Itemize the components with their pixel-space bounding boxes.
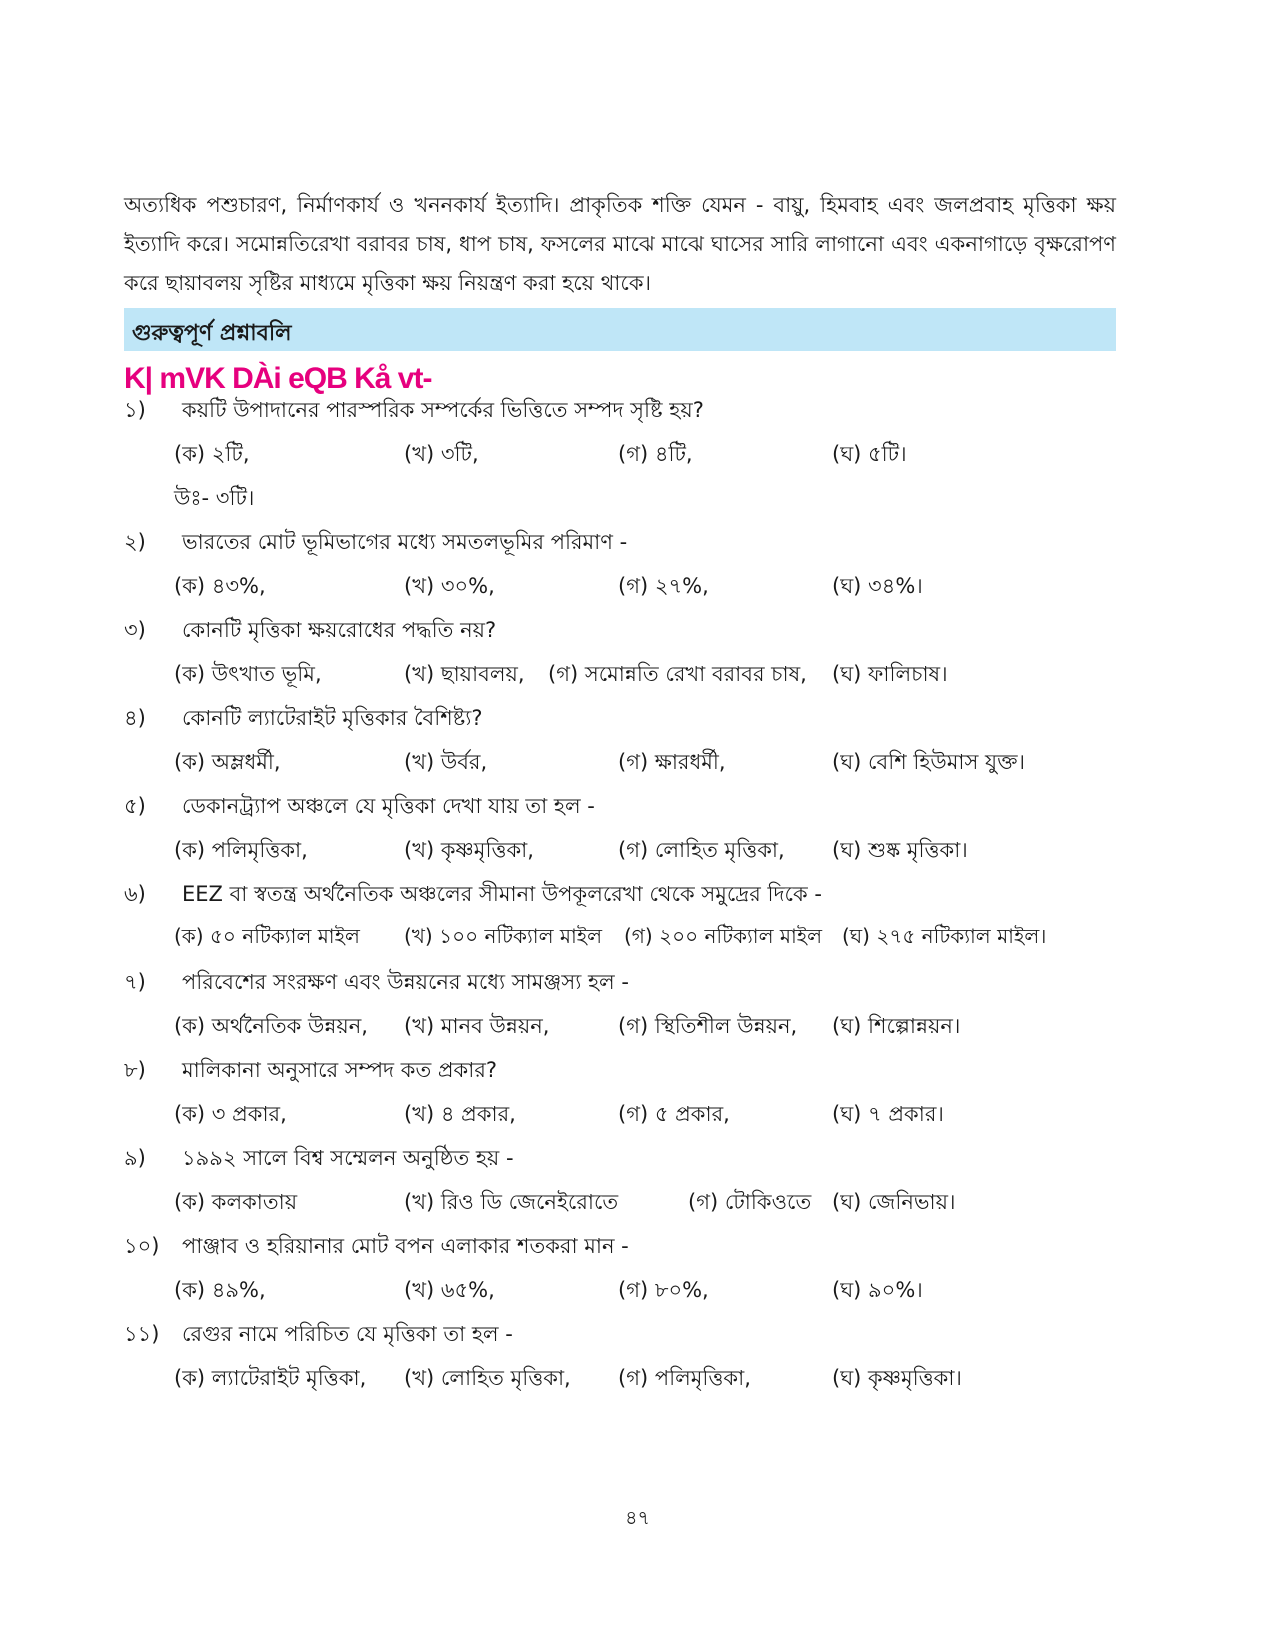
option-ka: (ক) ল্যাটেরাইট মৃত্তিকা,: [174, 1366, 367, 1390]
question-7: [0, 966, 1275, 1006]
option-gha: (ঘ) শিল্পোন্নয়ন।: [832, 1014, 961, 1038]
option-gha: (ঘ) ৩৪%।: [832, 574, 923, 598]
section-heading-bar: [124, 308, 1116, 351]
option-ga: (গ) ২৭%,: [618, 574, 709, 598]
question-text: ডেকানট্র্যাপ অঞ্চলে যে মৃত্তিকা দেখা যায় তা হল -: [182, 794, 595, 818]
option-ga: (গ) সমোন্নতি রেখা বরাবর চাষ,: [548, 662, 807, 686]
option-kha: (খ) ৩টি,: [404, 442, 479, 466]
question-text: পরিবেশের সংরক্ষণ এবং উন্নয়নের মধ্যে সামঞ্জস্য হল -: [182, 970, 629, 994]
option-kha: (খ) ৩০%,: [404, 574, 495, 598]
option-ka: (ক) উৎখাত ভূমি,: [174, 662, 322, 686]
question-text: মালিকানা অনুসারে সম্পদ কত প্রকার?: [182, 1058, 498, 1082]
option-ga: (গ) স্থিতিশীল উন্নয়ন,: [618, 1014, 798, 1038]
question-4: [0, 702, 1275, 742]
option-ka: (ক) ৩ প্রকার,: [174, 1102, 287, 1126]
question-text: কোনটি মৃত্তিকা ক্ষয়রোধের পদ্ধতি নয়?: [182, 618, 497, 642]
option-gha: (ঘ) ২৭৫ নটিক্যাল মাইল।: [842, 924, 1047, 948]
question-number: ৮): [124, 1058, 146, 1082]
question-text: পাঞ্জাব ও হরিয়ানার মোট বপন এলাকার শতকরা মান -: [182, 1234, 629, 1258]
question-6: [0, 878, 1275, 918]
question-number: ৩): [124, 618, 146, 642]
options-row-7: [0, 1010, 1275, 1050]
option-kha: (খ) লোহিত মৃত্তিকা,: [404, 1366, 571, 1390]
question-5: [0, 790, 1275, 830]
intro-paragraph: অত্যধিক পশুচারণ, নির্মাণকার্য ও খননকার্য ইত্যাদি। প্রাকৃতিক শক্তি যেমন - বায়ু, হিমবাহ এবং জলপ্রবাহ মৃত্তিকা ক্ষয় ইত্যাদি করে। সমোন্নতিরেখা বরাবর চাষ, ধাপ চাষ, ফসলের মাঝে মাঝে ঘাসের সারি লাগানো এবং একনাগাড়ে বৃক্ষরোপণ করে ছায়াবলয় সৃষ্টির মাধ্যমে মৃত্তিকা ক্ষয় নিয়ন্ত্রণ করা হয়ে থাকে।: [124, 193, 1116, 295]
option-kha: (খ) কৃষ্ণমৃত্তিকা,: [404, 838, 534, 862]
options-row-3: [0, 658, 1275, 698]
option-kha: (খ) ৬৫%,: [404, 1278, 495, 1302]
options-row-10: [0, 1274, 1275, 1314]
option-gha: (ঘ) ৭ প্রকার।: [832, 1102, 944, 1126]
question-number: ১): [124, 398, 146, 422]
question-text: রেগুর নামে পরিচিত যে মৃত্তিকা তা হল -: [182, 1322, 513, 1346]
option-gha: (ঘ) কৃষ্ণমৃত্তিকা।: [832, 1366, 962, 1390]
option-kha: (খ) রিও ডি জেনেইরোতে: [404, 1190, 619, 1214]
option-ka: (ক) অর্থনৈতিক উন্নয়ন,: [174, 1014, 368, 1038]
question-3: [0, 614, 1275, 654]
options-row-2: [0, 570, 1275, 610]
option-gha: (ঘ) ফালিচাষ।: [832, 662, 948, 686]
option-gha: (ঘ) বেশি হিউমাস যুক্ত।: [832, 750, 1026, 774]
options-row-8: [0, 1098, 1275, 1138]
option-kha: (খ) মানব উন্নয়ন,: [404, 1014, 550, 1038]
page-number: ৪৭: [625, 1507, 650, 1529]
option-ga: (গ) লোহিত মৃত্তিকা,: [618, 838, 785, 862]
options-row-9: [0, 1186, 1275, 1226]
question-number: ৫): [124, 794, 146, 818]
question-8: [0, 1054, 1275, 1094]
section-subheading: K| mVK DÀi eQB Kå vt-: [124, 362, 432, 395]
question-number: ৪): [124, 706, 146, 730]
question-text: ১৯৯২ সালে বিশ্ব সম্মেলন অনুষ্ঠিত হয় -: [182, 1146, 514, 1170]
intro-paragraph-block: [124, 186, 1116, 303]
option-kha: (খ) উর্বর,: [404, 750, 488, 774]
option-kha: (খ) ৪ প্রকার,: [404, 1102, 516, 1126]
options-row-5: [0, 834, 1275, 874]
option-ka: (ক) ৪৩%,: [174, 574, 266, 598]
question-2: [0, 526, 1275, 566]
option-ka: (ক) ২টি,: [174, 442, 250, 466]
answer-1: উঃ- ৩টি।: [174, 486, 255, 510]
option-gha: (ঘ) ৫টি।: [832, 442, 907, 466]
question-text: ভারতের মোট ভূমিভাগের মধ্যে সমতলভূমির পরিমাণ -: [182, 530, 628, 554]
question-number: ১০): [124, 1234, 160, 1258]
option-kha: (খ) ছায়াবলয়,: [404, 662, 525, 686]
options-row-6: [0, 922, 1275, 962]
options-row-11: [0, 1362, 1275, 1402]
question-number: ২): [124, 530, 146, 554]
question-number: ৭): [124, 970, 146, 994]
option-ka: (ক) পলিমৃত্তিকা,: [174, 838, 308, 862]
question-11: [0, 1318, 1275, 1358]
option-ka: (ক) ৪৯%,: [174, 1278, 266, 1302]
option-ga: (গ) ২০০ নটিক্যাল মাইল: [624, 924, 823, 948]
question-text: কয়টি উপাদানের পারস্পরিক সম্পর্কের ভিত্তিতে সম্পদ সৃষ্টি হয়?: [182, 398, 704, 422]
option-ga: (গ) পলিমৃত্তিকা,: [618, 1366, 751, 1390]
question-text: EEZ বা স্বতন্ত্র অর্থনৈতিক অঞ্চলের সীমানা উপকূলরেখা থেকে সমুদ্রের দিকে -: [182, 882, 822, 906]
option-ga: (গ) ক্ষারধর্মী,: [618, 750, 726, 774]
option-gha: (ঘ) শুষ্ক মৃত্তিকা।: [832, 838, 968, 862]
option-ga: (গ) ৫ প্রকার,: [618, 1102, 730, 1126]
question-number: ৬): [124, 882, 146, 906]
option-gha: (ঘ) ৯০%।: [832, 1278, 923, 1302]
question-number: ৯): [124, 1146, 146, 1170]
options-row-1: [0, 438, 1275, 478]
question-10: [0, 1230, 1275, 1270]
option-kha: (খ) ১০০ নটিক্যাল মাইল: [404, 924, 603, 948]
option-ka: (ক) ৫০ নটিক্যাল মাইল: [174, 924, 360, 948]
option-gha: (ঘ) জেনিভায়।: [832, 1190, 956, 1214]
options-row-4: [0, 746, 1275, 786]
option-ga: (গ) ৪টি,: [618, 442, 693, 466]
option-ga: (গ) টোকিওতে: [688, 1190, 812, 1214]
question-9: [0, 1142, 1275, 1182]
question-1: [0, 394, 1275, 434]
question-number: ১১): [124, 1322, 160, 1346]
option-ka: (ক) কলকাতায়: [174, 1190, 298, 1214]
option-ka: (ক) অম্লধর্মী,: [174, 750, 281, 774]
question-text: কোনটি ল্যাটেরাইট মৃত্তিকার বৈশিষ্ট্য?: [182, 706, 483, 730]
option-ga: (গ) ৮০%,: [618, 1278, 709, 1302]
section-title: গুরুত্বপূর্ণ প্রশ্নাবলি: [132, 321, 292, 346]
